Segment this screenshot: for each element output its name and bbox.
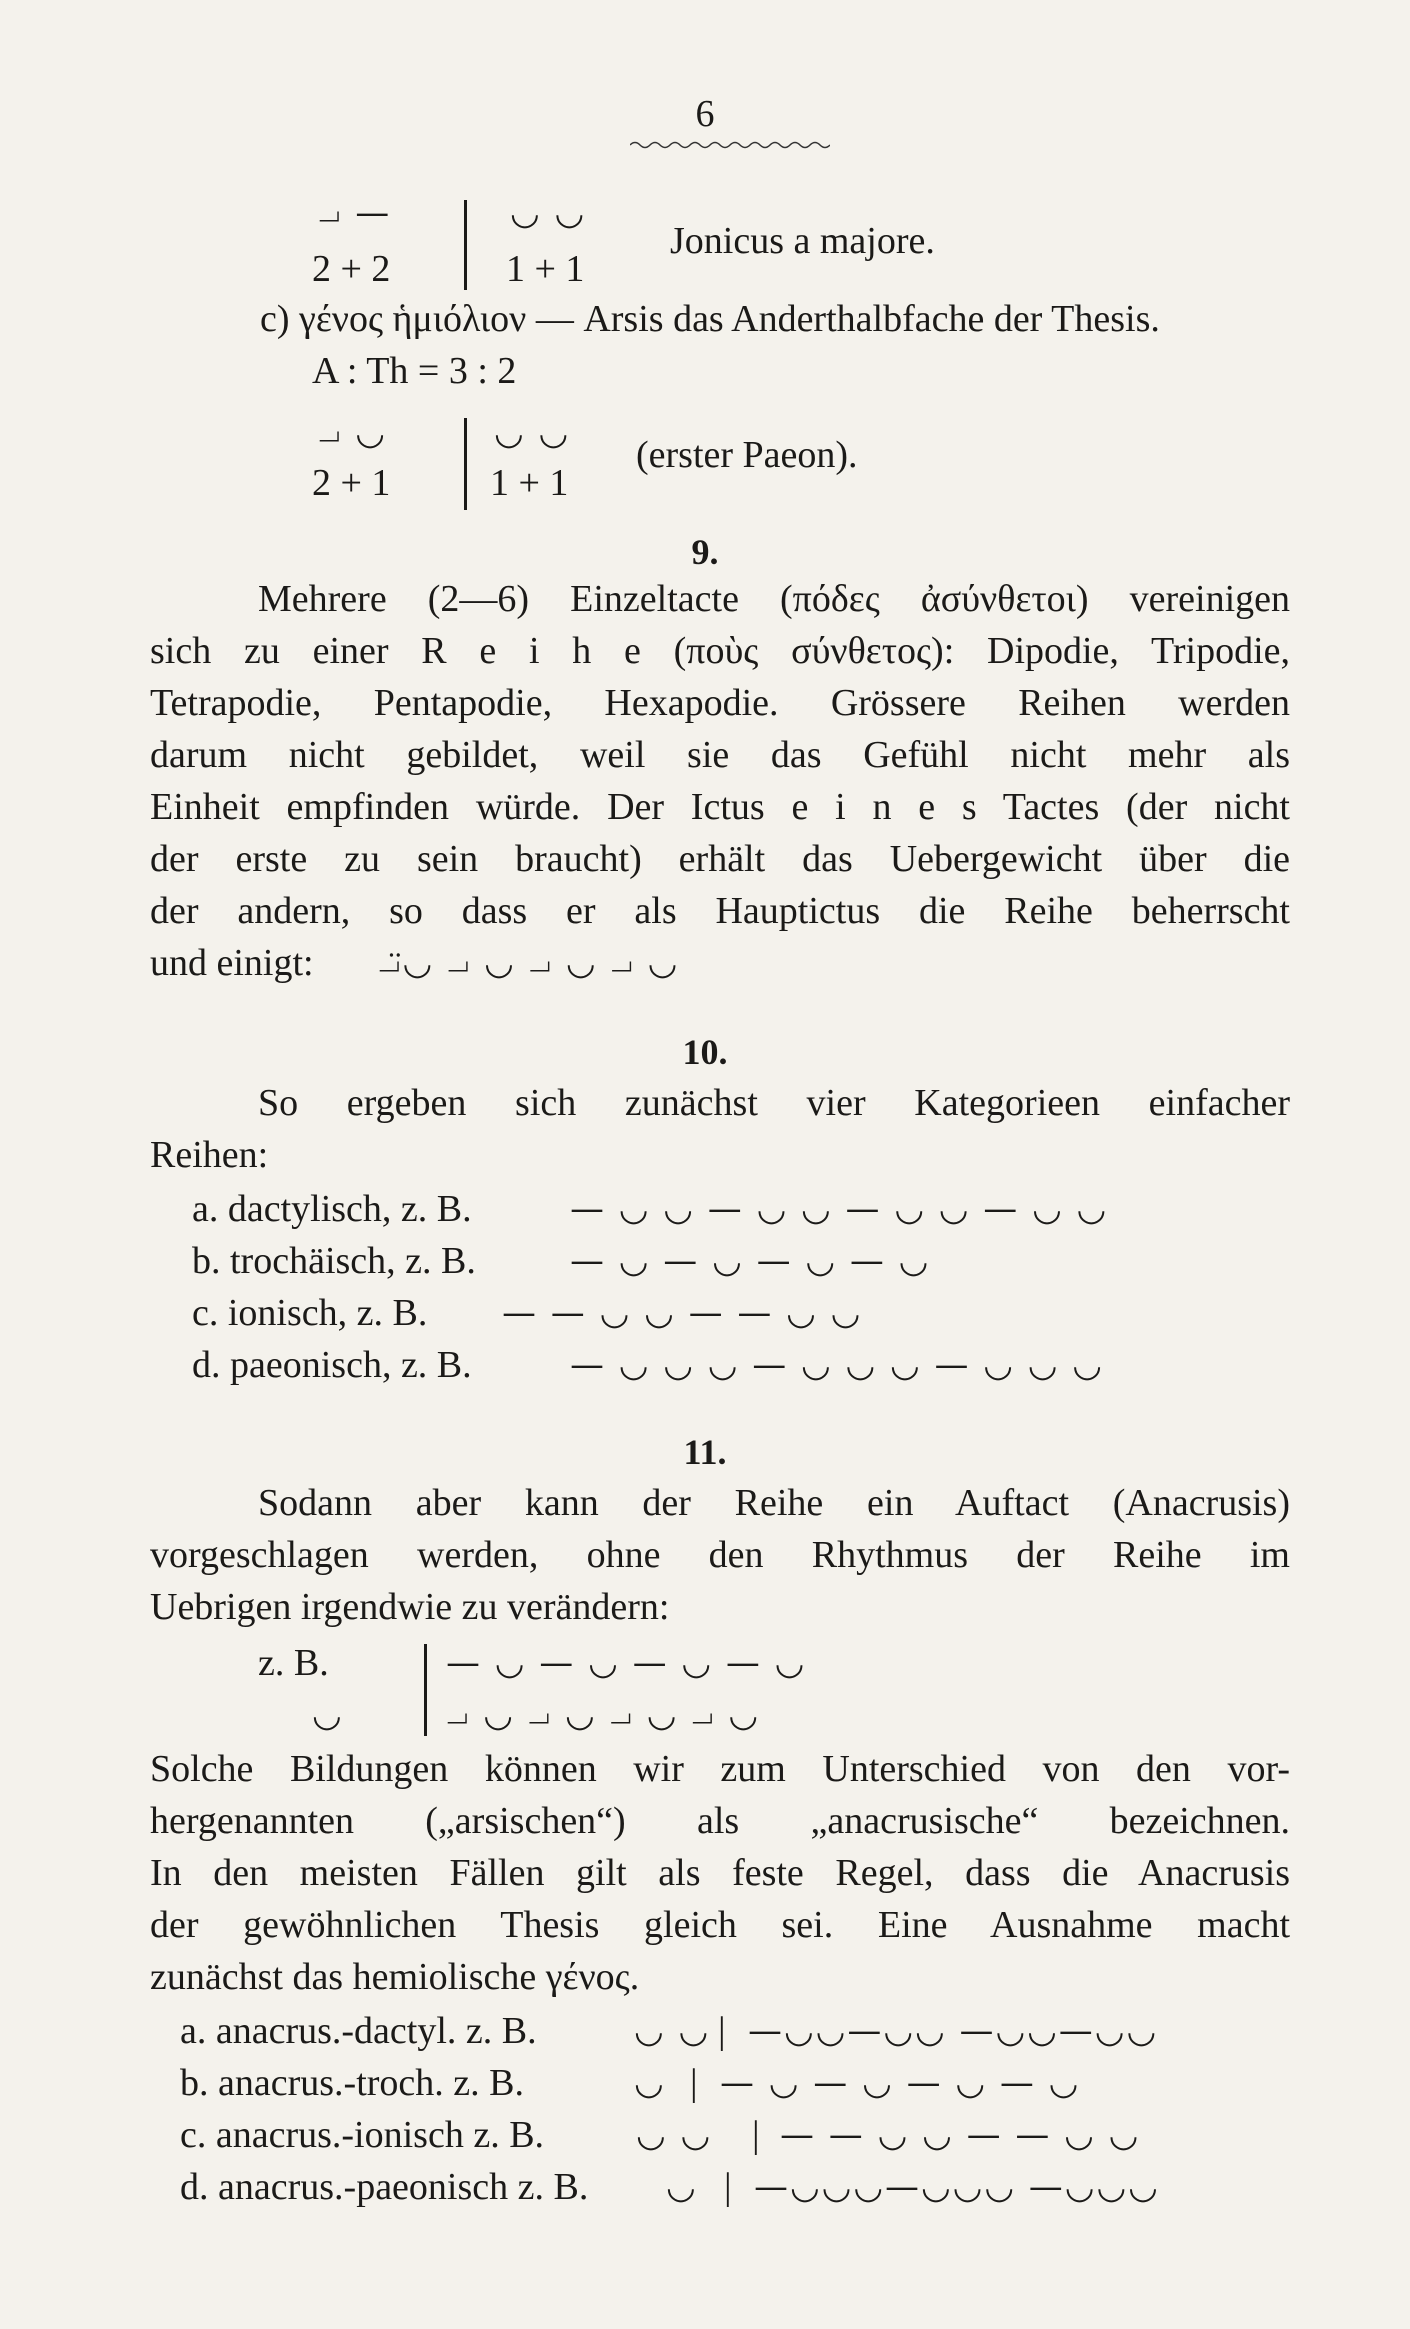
section-11-item-c-bar: | <box>752 2114 760 2156</box>
section-10-item-d-label: d. paeonisch, z. B. <box>192 1344 472 1386</box>
hemiolion-meter-bottom-left: 2 + 1 <box>312 462 391 504</box>
section-9-line-5: Einheit empfinden würde. Der Ictus e i n e s Tactes (der nicht <box>150 786 1290 828</box>
section-10-item-b-label: b. trochäisch, z. B. <box>192 1240 476 1282</box>
section-9-line-4: darum nicht gebildet, weil sie das Gefühl nicht mehr als <box>150 734 1290 776</box>
section-10-line-1: So ergeben sich zunächst vier Kategorieen einfacher <box>258 1082 1290 1124</box>
section-9-line-7: der andern, so dass er als Hauptictus die Reihe beherrscht <box>150 890 1290 932</box>
section-11-para-line-5: zunächst das hemiolische γένος. <box>150 1956 640 1998</box>
section-9-line-3: Tetrapodie, Pentapodie, Hexapodie. Grössere Reihen werden <box>150 682 1290 724</box>
hemiolion-line: c) γένος ἡμιόλιον — Arsis das Anderthalbfache der Thesis. <box>260 298 1160 340</box>
hemiolion-divider <box>464 418 467 510</box>
section-11-item-b-bar: | <box>690 2062 698 2104</box>
section-11-item-a-bar: | <box>718 2010 726 2052</box>
section-11-line-2: vorgeschlagen werden, ohne den Rhythmus der Reihe im <box>150 1534 1290 1576</box>
section-11-item-a-label: a. anacrus.-dactyl. z. B. <box>180 2010 537 2052</box>
section-11-item-c-meter: — — ◡ ◡ — — ◡ ◡ <box>780 2115 1141 2155</box>
section-10-item-c-meter: — — ◡ ◡ — — ◡ ◡ <box>502 1293 863 1333</box>
hemiolion-meter-top-right: ◡ ◡ <box>494 413 571 453</box>
section-9-meter: ⏗̈◡ ⏗ ◡ ⏗ ◡ ⏗ ◡ <box>378 943 680 983</box>
section-10-item-d-meter: — ◡ ◡ ◡ — ◡ ◡ ◡ — ◡ ◡ ◡ <box>570 1345 1104 1385</box>
jonicus-meter-top-left: ⏗ — <box>318 193 392 233</box>
section-11-item-d-meter: —◡◡◡—◡◡◡ —◡◡◡ <box>754 2167 1160 2207</box>
page-number: 6 <box>695 93 715 135</box>
section-9-line-1: Mehrere (2—6) Einzeltacte (πόδες ἀσύνθετοι) vereinigen <box>258 578 1290 620</box>
section-11-example-anacrusis: ◡ <box>312 1695 344 1735</box>
hemiolion-ratio: A : Th = 3 : 2 <box>312 350 517 392</box>
section-11-para-line-1: Solche Bildungen können wir zum Unterschied von den vor- <box>150 1748 1290 1790</box>
section-11-item-a-meter: —◡◡—◡◡ —◡◡—◡◡ <box>748 2011 1159 2051</box>
hemiolion-meter-top-left: ⏗ ◡ <box>318 413 387 453</box>
section-11-para-line-2: hergenannten („arsischen“) als „anacrusische“ bezeichnen. <box>150 1800 1290 1842</box>
section-11-item-b-label: b. anacrus.-troch. z. B. <box>180 2062 524 2104</box>
section-11-item-d-anacrusis: ◡ <box>666 2167 698 2207</box>
section-10-line-2: Reihen: <box>150 1134 269 1176</box>
section-11-line-1: Sodann aber kann der Reihe ein Auftact (Anacrusis) <box>258 1482 1290 1524</box>
section-9-last-text: und einigt: <box>150 942 314 984</box>
section-11-item-b-meter: — ◡ — ◡ — ◡ — ◡ <box>720 2063 1081 2103</box>
hemiolion-label: (erster Paeon). <box>636 434 858 476</box>
section-11-line-3: Uebrigen irgendwie zu verändern: <box>150 1586 670 1628</box>
section-11-item-d-bar: | <box>724 2166 732 2208</box>
section-11-item-c-anacrusis: ◡ ◡ <box>636 2115 713 2155</box>
jonicus-divider <box>464 200 467 290</box>
section-11-para-line-3: In den meisten Fällen gilt als feste Regel, dass die Anacrusis <box>150 1852 1290 1894</box>
section-10-item-c-label: c. ionisch, z. B. <box>192 1292 428 1334</box>
section-9-line-6: der erste zu sein braucht) erhält das Uebergewicht über die <box>150 838 1290 880</box>
section-11-example-top: — ◡ — ◡ — ◡ — ◡ <box>446 1643 807 1683</box>
section-11-item-b-anacrusis: ◡ <box>634 2063 666 2103</box>
section-10-number: 10. <box>682 1032 728 1072</box>
section-11-number: 11. <box>683 1432 727 1472</box>
section-10-item-a-label: a. dactylisch, z. B. <box>192 1188 472 1230</box>
section-11-item-d-label: d. anacrus.-paeonisch z. B. <box>180 2166 589 2208</box>
section-11-example-bottom: ⏗ ◡ ⏗ ◡ ⏗ ◡ ⏗ ◡ <box>446 1695 761 1735</box>
section-11-item-c-label: c. anacrus.-ionisch z. B. <box>180 2114 545 2156</box>
jonicus-meter-bottom-left: 2 + 2 <box>312 248 391 290</box>
section-10-item-b-meter: — ◡ — ◡ — ◡ — ◡ <box>570 1241 931 1281</box>
jonicus-label: Jonicus a majore. <box>670 220 935 262</box>
hemiolion-meter-bottom-right: 1 + 1 <box>490 462 569 504</box>
section-9-line-2: sich zu einer R e i h e (ποὺς σύνθετος): Dipodie, Tripodie, <box>150 630 1290 672</box>
section-9-number: 9. <box>691 532 719 572</box>
section-11-item-a-anacrusis: ◡ ◡ <box>634 2011 711 2051</box>
jonicus-meter-bottom-right: 1 + 1 <box>506 248 585 290</box>
jonicus-meter-top-right: ◡ ◡ <box>510 193 587 233</box>
page-number-ornament <box>630 140 830 150</box>
section-11-para-line-4: der gewöhnlichen Thesis gleich sei. Eine Ausnahme macht <box>150 1904 1290 1946</box>
section-11-divider <box>424 1644 427 1736</box>
section-11-zb: z. B. <box>258 1642 329 1684</box>
section-10-item-a-meter: — ◡ ◡ — ◡ ◡ — ◡ ◡ — ◡ ◡ <box>570 1189 1109 1229</box>
